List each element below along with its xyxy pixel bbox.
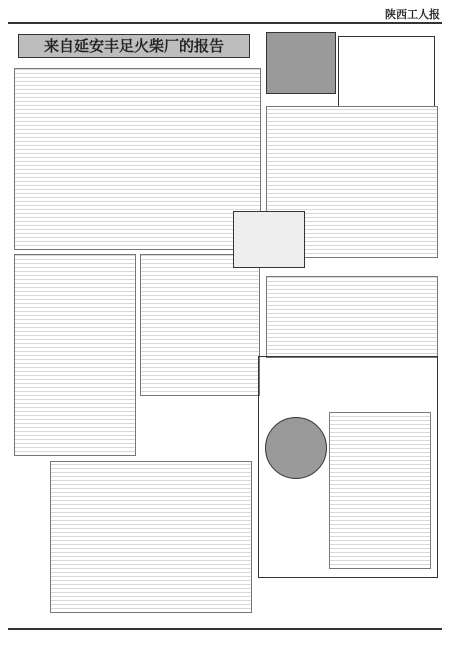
article-body-mid: [140, 254, 260, 396]
newspaper-page: [8, 6, 442, 642]
feature-body: [329, 412, 431, 569]
article-body-top: [14, 68, 261, 250]
article-body-left: [14, 254, 136, 456]
stamp-title-box: [233, 211, 305, 268]
main-headline: 来自延安丰足火柴厂的报告: [18, 34, 250, 58]
feature-logo: [265, 417, 327, 479]
article-body-right-mid: [266, 276, 438, 358]
illustration: [266, 32, 336, 94]
paper-name: 陕西工人报: [385, 8, 440, 21]
masthead: [8, 6, 442, 24]
article-body-bottom: [50, 461, 252, 613]
page-footer: [8, 628, 442, 642]
column-title-box: [338, 36, 435, 108]
feature-box: [258, 356, 438, 578]
